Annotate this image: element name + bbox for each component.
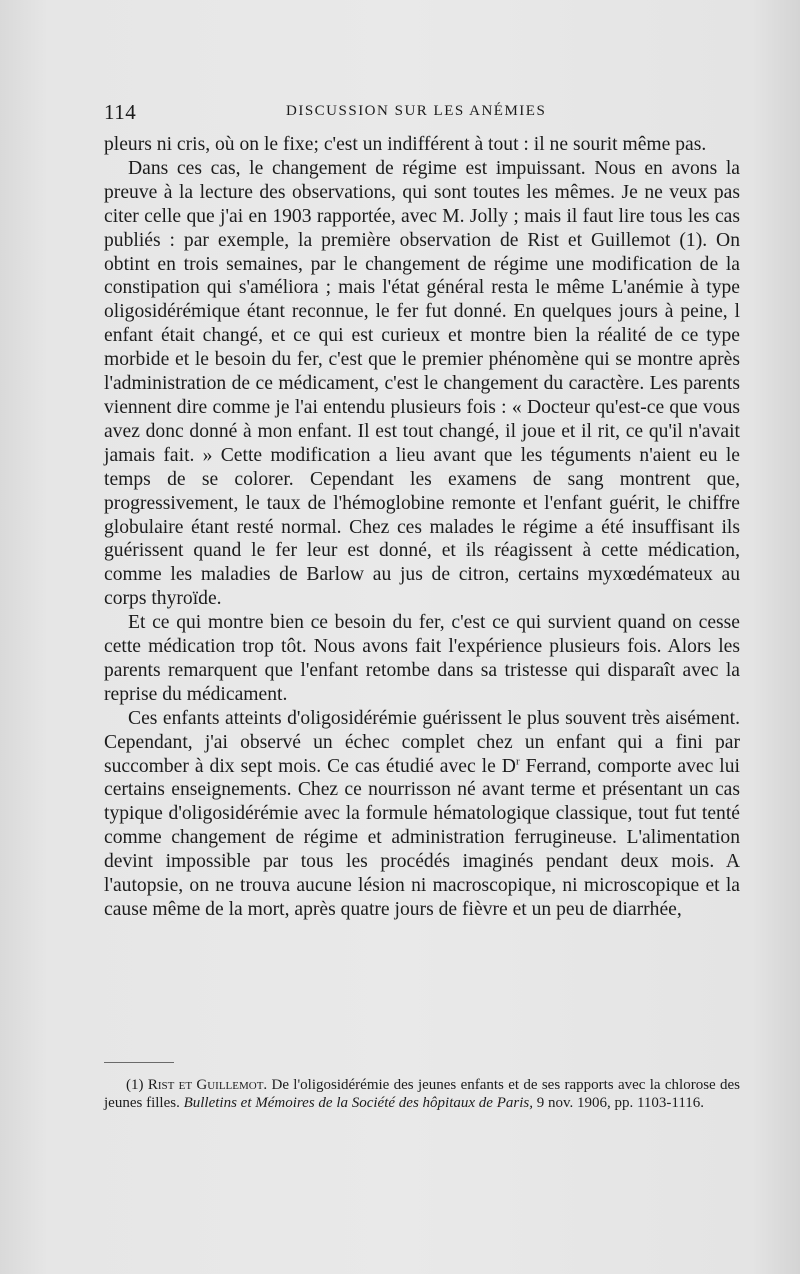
running-title: DISCUSSION SUR LES ANÉMIES xyxy=(286,103,547,119)
footnote-divider xyxy=(104,1062,174,1063)
paragraph xyxy=(104,707,740,922)
body-text xyxy=(104,133,740,922)
page-number: 114 xyxy=(104,100,137,124)
footnote-details: 9 nov. 1906, pp. 1103-1116. xyxy=(532,1095,705,1111)
paragraph: Dans ces cas, le changement de régime est impuissant. Nous en avons la preuve à la lecture des observations, qui sont toutes les mêmes. Je ne veux pas citer celle que j'ai en 1903 rapportée, avec M. Jolly ; mais il faut lire tous les cas publiés : par exemple, la première observation de Rist et Guillemot (1). On obtint en trois semaines, par le changement de régime une modification de la constipation qui s'améliora ; mais l'état général resta le même L'anémie à type oligosidérémique étant reconnue, le fer fut donné. En quelques jours à peine, l enfant était changé, et ce qui est curieux et montre bien la réalité de ce type morbide et le besoin du fer, c'est que le premier phénomène qui se montre après l'administration de ce médicament, c'est le changement du caractère. Les parents viennent dire comme je l'ai entendu plusieurs fois : « Docteur qu'est-ce que vous avez donc donné à mon enfant. Il est tout changé, il joue et il rit, ce qu'il n'avait jamais fait. » Cette modification a lieu avant que les téguments n'aient eu le temps de se colorer. Cependant les examens de sang montrent que, progressivement, le taux de l'hémoglobine remonte et l'enfant guérit, le chiffre globulaire étant resté normal. Chez ces malades le régime a été insuffisant ils guérissent quand le fer leur est donné, et ils réagissent à cette médication, comme les maladies de Barlow au jus de citron, certains myxœdémateux au corps thyroïde. xyxy=(104,157,740,610)
page-header xyxy=(104,100,740,130)
paragraph-text: Ces enfants atteints d'oligosidérémie guérissent le plus souvent très aisément. Cependant, j'ai observé un échec complet chez un enfant qui a fini par succomber à dix sept mois. Ce cas étudié avec le D xyxy=(104,707,740,777)
footnote-journal: Bulletins et Mémoires de la Société des hôpitaux de Paris, xyxy=(183,1095,533,1111)
footnote xyxy=(104,1076,740,1112)
footnote-authors: Rist et Guillemot. xyxy=(147,1077,268,1093)
footnote-marker: (1) xyxy=(126,1077,148,1093)
paragraph: Et ce qui montre bien ce besoin du fer, c'est ce qui survient quand on cesse cette médication trop tôt. Nous avons fait l'expérience plusieurs fois. Alors les parents remarquent que l'enfant retombe dans sa tristesse qui disparaît avec la reprise du médicament. xyxy=(104,612,740,705)
footnote-text: De l'oligosidérémie des jeunes enfants et de ses rapports avec la chlorose des jeunes filles. xyxy=(104,1077,740,1111)
paragraph-text: Ferrand, comporte avec lui certains enseignements. Chez ce nourrisson né avant terme et présentant un cas typique d'oligosidérémie avec la formule hématologique classique, tout fut tenté comme changement de régime et administration ferrugineuse. L'alimentation devint impossible par tous les procédés imaginés pendant deux mois. A l'autopsie, on ne trouva aucune lésion ni macroscopique, ni microscopique et la cause même de la mort, après quatre jours de fièvre et un peu de diarrhée, xyxy=(104,755,740,920)
superscript: r xyxy=(515,755,520,768)
paragraph-continuation: pleurs ni cris, où on le fixe; c'est un indifférent à tout : il ne sourit même pas. xyxy=(104,134,707,155)
